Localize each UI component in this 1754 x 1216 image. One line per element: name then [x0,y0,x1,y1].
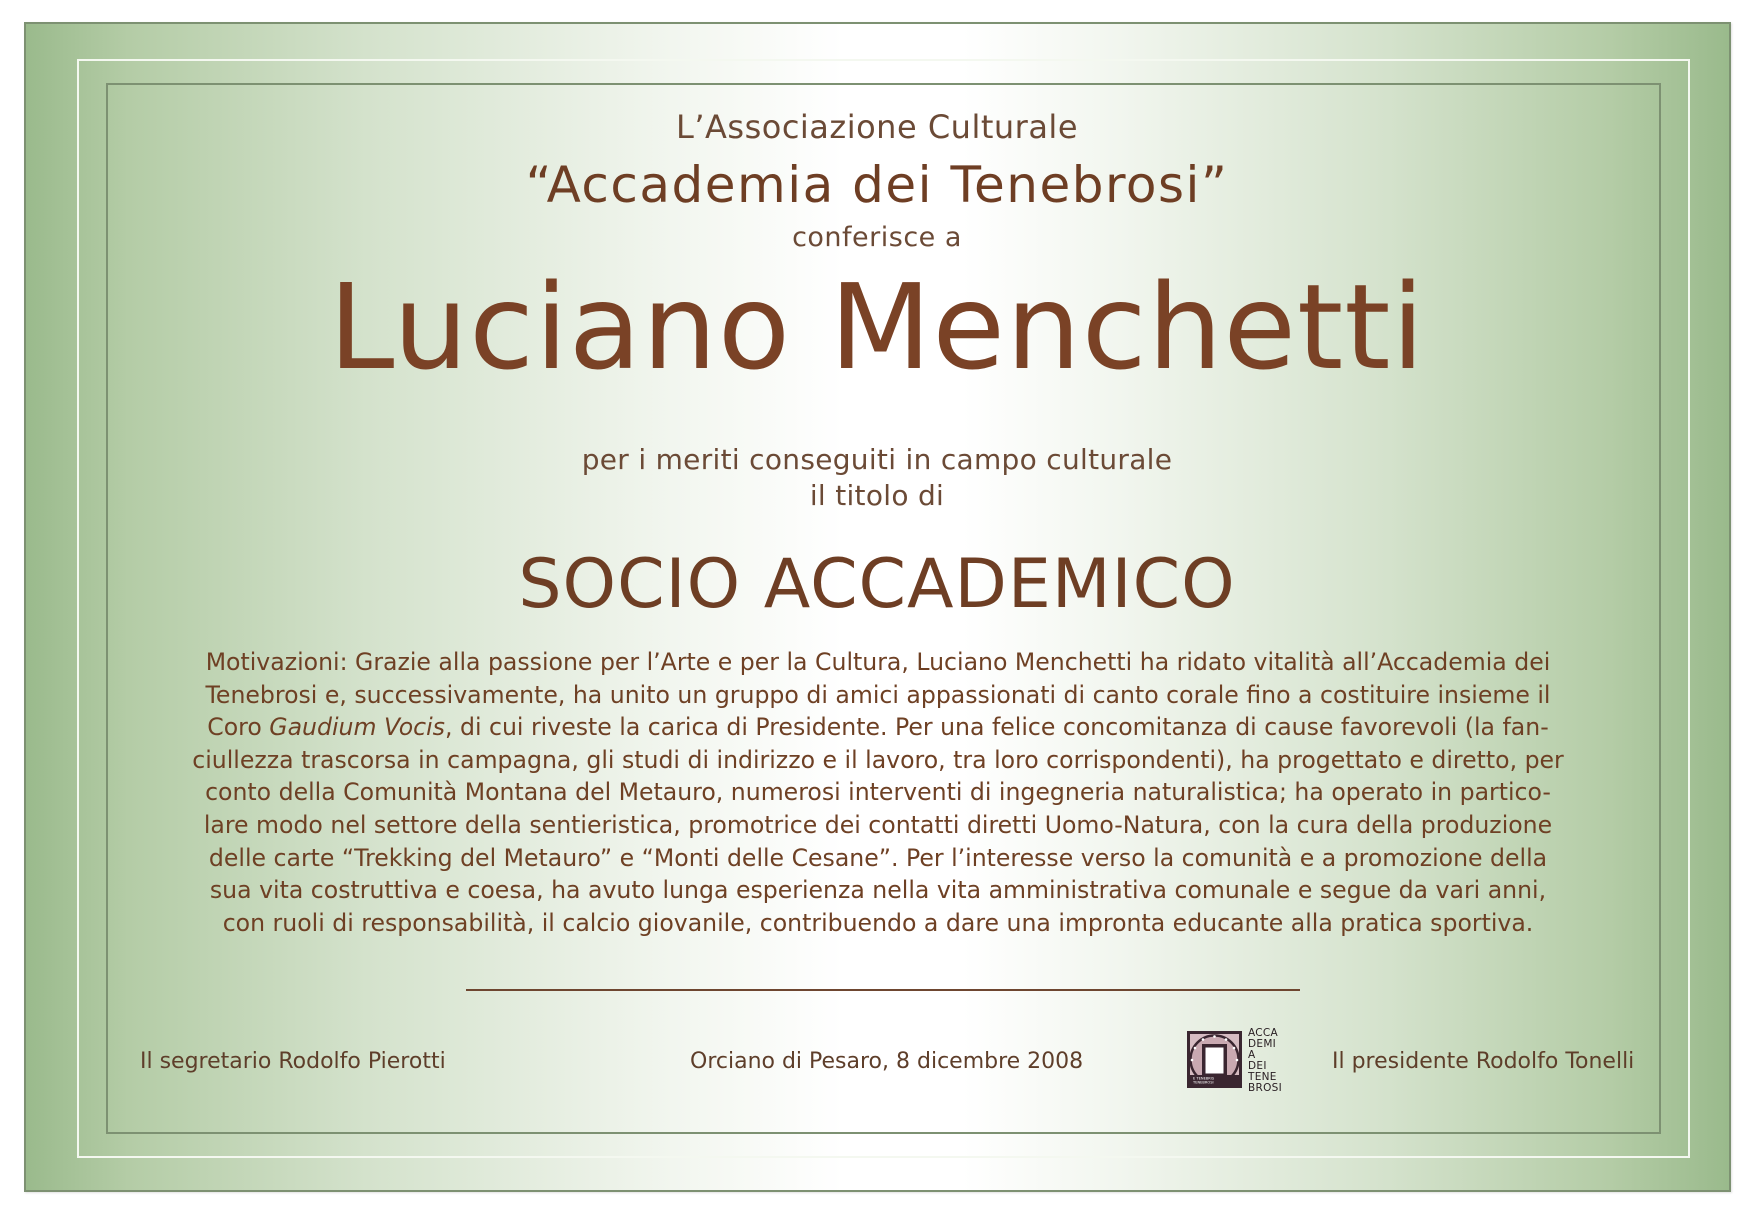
motivation-line: lare modo nel settore della sentieristica, promotrice dei contatti diretti Uomo-Natura, con la cura della produzione [203,810,1553,839]
merit-statement [0,442,1754,514]
motivation-line: sua vita costruttiva e coesa, ha avuto lunga esperienza nella vita amministrativa comunale e segue da vari anni, [209,876,1547,905]
choir-name: Gaudium Vocis [269,713,445,742]
motivation-line: Coro Gaudium Vocis, di cui riveste la carica di Presidente. Per una felice concomitanza di cause favorevoli (la fan- [207,713,1549,742]
academy-emblem-icon [1187,1031,1242,1088]
president-signature: Il presidente Rodolfo Tonelli [1332,1049,1635,1074]
academy-name: “Accademia dei Tenebrosi” [525,156,1229,214]
motivation-line: Motivazioni: Grazie alla passione per l’Arte e per la Cultura, Luciano Menchetti ha ridato vitalità all’Accademia dei [205,648,1551,676]
motivation-line: ciullezza trascorsa in campagna, gli studi di indirizzo e il lavoro, tra loro corrispondenti), ha progettato e diretto, per [192,745,1564,774]
motivation-line: delle carte “Trekking del Metauro” e “Monti delle Cesane”. Per l’interesse verso la comunità e a promozione della [208,843,1548,872]
place-and-date: Orciano di Pesaro, 8 dicembre 2008 [690,1049,1084,1074]
svg-text:TENEBROSI: TENEBROSI [1193,1080,1214,1085]
association-label: L’Associazione Culturale [676,108,1078,146]
merit-line-2: il titolo di [809,479,945,512]
svg-text:E TENEBRIS: E TENEBRIS [1193,1076,1215,1081]
motivation-line: Tenebrosi e, successivamente, ha unito un gruppo di amici appassionati di canto corale fino a costituire insieme il [205,680,1551,709]
secretary-signature: Il segretario Rodolfo Pierotti [140,1049,446,1074]
motivation-paragraph [122,646,1634,939]
motivation-line: con ruoli di responsabilità, il calcio giovanile, contribuendo a dare una impronta educante alla pratica sportiva. [222,908,1534,937]
recipient-name: Luciano Menchetti [328,258,1426,396]
motivation-line: conto della Comunità Montana del Metauro, numerosi interventi di ingegneria naturalistica; ha operato in partico- [205,778,1551,807]
confers-to-label: conferisce a [792,222,962,253]
signature-line [466,989,1300,991]
merit-line-1: per i meriti conseguiti in campo culturale [581,443,1173,476]
awarded-title: SOCIO ACCADEMICO [518,545,1236,624]
academy-emblem-wordmark: ACCA DEMI A DEI TENE BROSI [1248,1027,1283,1094]
